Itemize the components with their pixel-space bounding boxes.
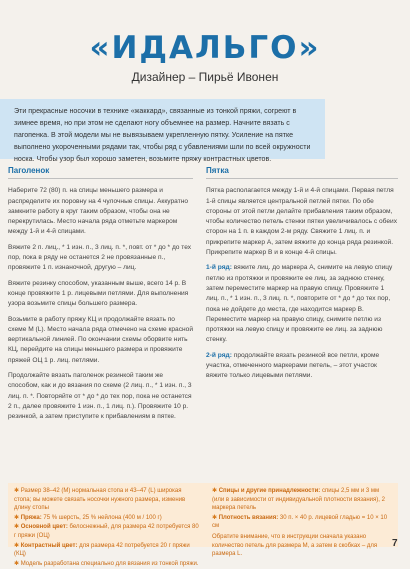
materials-item: ✱ Пряжа: 75 % шерсть, 25 % нейлона (400 м / 100 г) — [14, 514, 162, 521]
row-instruction — [206, 263, 398, 345]
section-heading-heel: Пятка — [206, 166, 398, 179]
designer-subtitle: Дизайнер – Пирьё Ивонен — [131, 70, 279, 84]
materials-item: ✱ Плотность вязания: 30 п. × 40 р. лицевой гладью = 10 × 10 см — [212, 514, 388, 530]
materials-item: ✱ Модель разработана специально для вязания из тонкой пряжи. — [14, 560, 199, 567]
bullet-star-icon: ✱ — [14, 542, 21, 549]
paragraph: Вяжите 2 п. лиц., * 1 изн. п., 3 лиц. п. *, повт. от * до * до тех пор, пока в ряду не останется 2 не провязанные п., провяжите 1 п. изнаночной, другую – лиц. — [8, 243, 192, 272]
materials-left — [14, 487, 200, 569]
bullet-star-icon: ✱ — [14, 524, 21, 531]
paragraph: Продолжайте вязать паголенок резинкой таким же способом, как и до вязания по схеме (2 лиц. п., * 1 изн. п., 3 лиц. п. *. Повторяйте от * до * до тех пор, пока не останется 2 п., далее провяжите 1 изн. п., 1 лиц. п.). Провяжите 10 р. резинкой, а затем приступите к прибавлениям в пятке. — [8, 372, 192, 421]
row-label: 2-й ряд: — [206, 351, 232, 359]
section-heading-leg: Паголенок — [8, 166, 193, 179]
row-instruction — [206, 351, 398, 382]
materials-item: ✱ Основной цвет: белоснежный, для размера 42 потребуется 80 г пряжи (ОЦ) — [14, 524, 199, 539]
materials-box — [8, 483, 398, 567]
bullet-star-icon: ✱ — [14, 514, 21, 521]
intro-panel — [0, 99, 325, 163]
row-text: вяжите лиц. до маркера А, снимите на левую спицу петлю из протяжки и провяжите ее лиц. за заднюю стенку, затем переместите маркер на правую спицу. Провяжите 1 лиц. п., * 1 изн. п., 3 лиц. п. *, повторите от * до * до тех пор, пока не дойдете до места, где находится маркер В. Переместите маркер на правую спицу, снимите петлю из протяжки на левую спицу и провяжите ее лиц. за заднюю стенку. — [206, 264, 393, 344]
materials-item: ✱ Спицы и другие принадлежности: спицы 2,5 мм и 3 мм (или в зависимости от индивидуальной плотности вязания), 2 маркера петель — [212, 488, 385, 512]
materials-item: ✱ Размер 38–42 (М) нормальная стопа и 43–47 (L) широкая стопа; вы можете связать носочки нужного размера, изменив длину стопы — [14, 488, 186, 512]
page-title: «ИДАЛЬГО» — [89, 30, 321, 66]
bullet-star-icon: ✱ — [212, 514, 219, 521]
bullet-star-icon: ✱ — [212, 488, 219, 494]
row-text: продолжайте вязать резинкой все петли, кроме участка, отмеченного маркерами петель, – этот участок вяжите только лицевыми петлями. — [206, 351, 380, 380]
intro-text: Эти прекрасные носочки в технике «жаккард», связанные из тонкой пряжи, согреют в зимнее время, но при этом не сделают ногу объемнее на размер. Начните вязать с пагопенка. В этой модели мы не вывязываем укрепленную пятку. Усиление на пятке выполнено укороченными рядами так, чтобы ряд с убавлениями шли по всей окружности носка. Чтобы узор был хорошо заметен, возьмите пряжу контрастных цветов. — [14, 107, 311, 163]
materials-item: ✱ Контрастный цвет: для размера 42 потребуется 20 г пряжи (КЦ) — [14, 542, 190, 558]
right-column — [206, 166, 398, 387]
page-number: 7 — [392, 538, 398, 549]
size-note: Обратите внимание, что в инструкции сначала указано количество петель для размера М, а затем в скобках – для размера L. — [212, 533, 378, 558]
bullet-star-icon: ✱ — [14, 560, 21, 567]
bullet-star-icon: ✱ — [14, 488, 21, 494]
paragraph: Вяжите резинку способом, указанным выше, всего 14 р. В конце провяжите 1 р. лицевыми петлями. Для выполнения узора возьмите спицы большего размера. — [8, 279, 189, 308]
materials-right — [212, 487, 392, 559]
row-label: 1-й ряд: — [206, 264, 232, 272]
left-column — [8, 166, 193, 428]
paragraph: Пятка располагается между 1-й и 4-й спицами. Первая петля 1-й спицы является центральной петлей пятки. По обе стороны от этой петли делайте прибавления таким образом, чтобы количество петель стенки пятки увеличивалось с обеих сторон на 1 п. в каждом 2-м ряду. Свяжите 1 лиц. п. и прикрепите маркер А, затем вяжите до конца ряда резинкой. Прикрепите маркер В и в конце 4-й спицы. — [206, 187, 398, 257]
paragraph: Наберите 72 (80) п. на спицы меньшего размера и распределите их поровну на 4 чулочные спицы. Аккуратно замкните работу в круг таким образом, чтобы она не перекрутилась. Место начала ряда отметьте маркером между 1-й и 4-й спицами. — [8, 187, 189, 236]
paragraph: Возьмите в работу пряжу КЦ и продолжайте вязать по схеме М (L). Место начала ряда отмечено на схеме красной вертикальной линией. По окончании схемы оборвите нить КЦ, перейдите на спицы меньшего размера и провяжите пряжей ОЦ 1 р. лиц. петлями. — [8, 315, 193, 364]
